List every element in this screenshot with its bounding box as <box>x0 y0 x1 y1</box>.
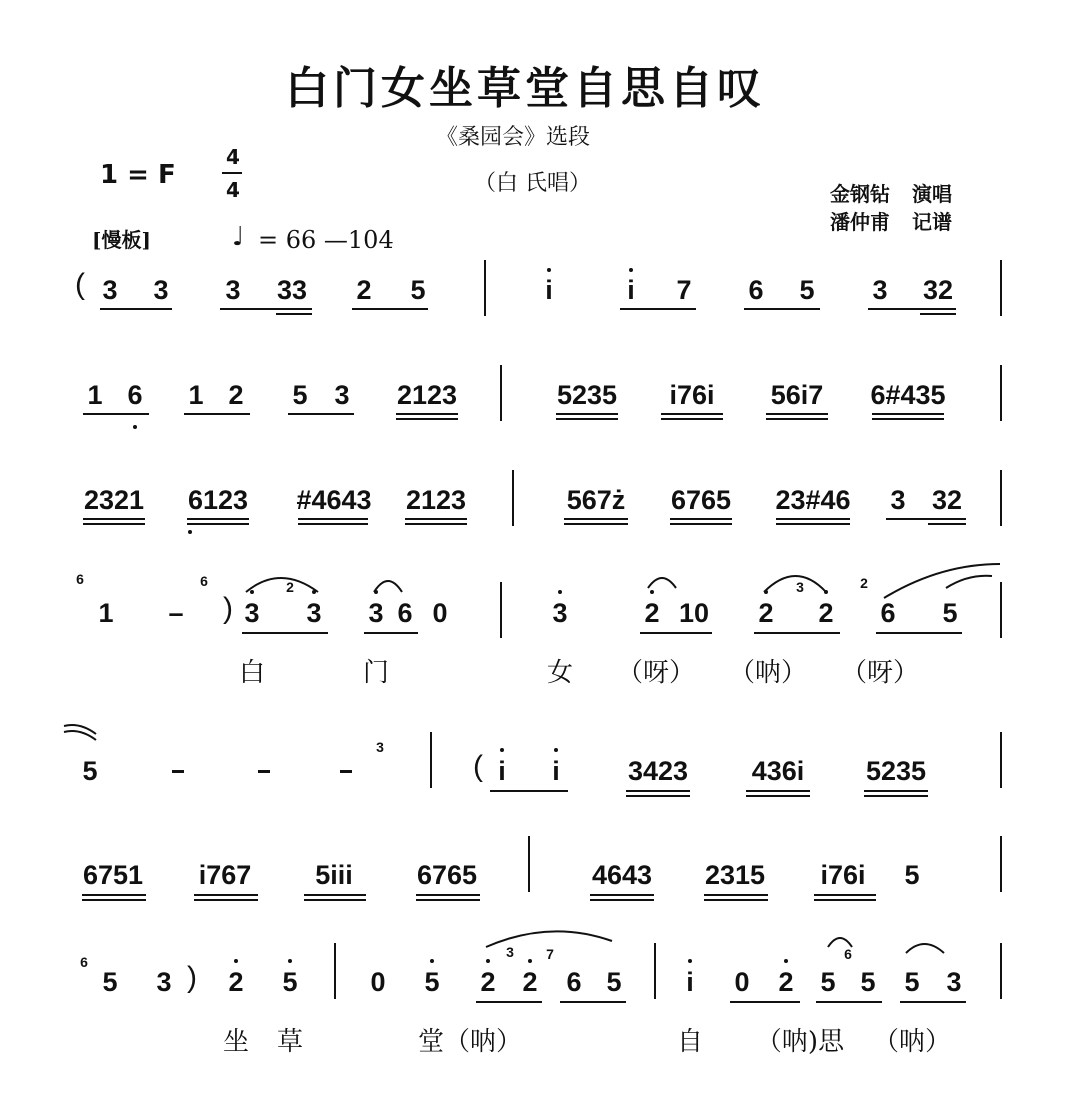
note: 32 <box>931 485 963 515</box>
beam <box>405 518 467 520</box>
beam <box>298 518 368 520</box>
grace-note: 6 <box>76 571 84 587</box>
octave-dot <box>629 268 633 272</box>
note: 2123 <box>405 485 467 515</box>
lyric: 白 <box>238 658 266 688</box>
high-octave-dot <box>528 959 532 963</box>
beam <box>184 413 250 415</box>
note: 2 <box>480 967 496 997</box>
grace-note: 2 <box>860 575 868 591</box>
beam <box>100 308 172 310</box>
transcriber-name: 潘仲甫 <box>830 210 890 234</box>
beam <box>776 523 850 525</box>
beam <box>187 518 249 520</box>
note: 5 <box>820 967 836 997</box>
score-line-1 <box>0 260 1072 370</box>
note: 4643 <box>591 860 653 890</box>
note: i <box>545 275 553 305</box>
score-line-4 <box>0 570 1072 688</box>
score-line-3 <box>0 470 1072 580</box>
grace-note: 3 <box>506 944 514 960</box>
barline <box>654 943 656 999</box>
dash <box>258 770 270 773</box>
note: 436i <box>751 756 805 786</box>
song-title: 白门女坐草堂自思自叹 <box>285 63 765 114</box>
beam <box>490 790 568 792</box>
beam <box>814 899 876 901</box>
barline <box>500 365 502 421</box>
beam <box>640 632 712 634</box>
octave-dot <box>547 268 551 272</box>
note: 1 <box>87 380 103 410</box>
note: i <box>686 967 694 997</box>
note: 2 <box>644 598 660 628</box>
note: 10 <box>678 598 710 628</box>
note: 3 <box>946 967 962 997</box>
lyric: （呐） <box>872 1027 952 1057</box>
note: 2 <box>228 380 244 410</box>
beam <box>298 523 368 525</box>
beam <box>766 413 828 415</box>
barline <box>528 836 530 892</box>
beam <box>886 518 966 520</box>
beam <box>626 790 690 792</box>
grace-note: 3 <box>796 579 804 595</box>
note: 1 <box>98 598 114 628</box>
note: i <box>627 275 635 305</box>
note: 3 <box>244 598 260 628</box>
note: i <box>498 756 506 786</box>
beam <box>868 308 956 310</box>
note: 0 <box>370 967 386 997</box>
note: 7 <box>676 275 692 305</box>
lyric: （呀） <box>840 658 920 688</box>
note: 5 <box>904 860 920 890</box>
high-octave-dot <box>234 959 238 963</box>
dash <box>340 770 352 773</box>
beam <box>590 894 654 896</box>
note: 5235 <box>556 380 618 410</box>
opening-paren: ( <box>75 268 85 301</box>
note: 5235 <box>865 756 927 786</box>
note: 5 <box>282 967 298 997</box>
opening-paren: ( <box>473 750 483 783</box>
note: 1 <box>188 380 204 410</box>
note: i767 <box>198 860 252 890</box>
beam <box>670 518 732 520</box>
beam <box>82 899 146 901</box>
note: 5iii <box>315 860 353 890</box>
lyric: 草 <box>276 1027 304 1057</box>
note: 5 <box>424 967 440 997</box>
beam <box>766 418 828 420</box>
note: 5 <box>82 756 98 786</box>
note: 6 <box>880 598 896 628</box>
note: 5 <box>799 275 815 305</box>
note: 2 <box>356 275 372 305</box>
high-octave-dot <box>688 959 692 963</box>
performer-name: 金钢钻 <box>830 182 890 206</box>
beam <box>194 894 258 896</box>
beam <box>364 632 418 634</box>
beam <box>276 313 312 315</box>
high-octave-dot <box>558 590 562 594</box>
note: 3 <box>872 275 888 305</box>
note: 6123 <box>187 485 249 515</box>
note: 5 <box>606 967 622 997</box>
note: 2315 <box>704 860 766 890</box>
tempo-value: = 66 —104 <box>258 226 394 254</box>
beam <box>754 632 840 634</box>
high-octave-dot <box>824 590 828 594</box>
beam <box>661 413 723 415</box>
score-line-2 <box>0 365 1072 475</box>
singer-role: （白 氏唱） <box>474 171 591 196</box>
note: 32 <box>922 275 954 305</box>
note: 6765 <box>670 485 732 515</box>
lyric: （呀） <box>616 658 696 688</box>
note: 3 <box>156 967 172 997</box>
note: 5 <box>904 967 920 997</box>
beam <box>396 418 458 420</box>
low-octave-dot <box>133 425 137 429</box>
beam <box>83 413 149 415</box>
beam <box>900 1001 966 1003</box>
beam <box>220 308 312 310</box>
dash <box>172 770 184 773</box>
beam <box>730 1001 800 1003</box>
note: 6 <box>748 275 764 305</box>
grace-note: 6 <box>80 954 88 970</box>
score-line-7 <box>0 925 1072 1057</box>
barline <box>1000 732 1002 788</box>
note: 0 <box>432 598 448 628</box>
note: 3 <box>153 275 169 305</box>
barline <box>1000 365 1002 421</box>
note: 2 <box>818 598 834 628</box>
beam <box>556 413 618 415</box>
score-line-6 <box>0 830 1072 940</box>
note: i <box>552 756 560 786</box>
note: i76i <box>820 860 866 890</box>
beam <box>876 632 962 634</box>
note: 6751 <box>82 860 144 890</box>
beam <box>704 899 768 901</box>
note: 3 <box>306 598 322 628</box>
beam <box>560 1001 626 1003</box>
note: 3 <box>102 275 118 305</box>
high-octave-dot <box>764 590 768 594</box>
beam <box>620 308 696 310</box>
note: 5 <box>860 967 876 997</box>
note: 0 <box>734 967 750 997</box>
barline <box>512 470 514 526</box>
note: 5 <box>942 598 958 628</box>
note: 56i7 <box>770 380 824 410</box>
note: 2123 <box>396 380 458 410</box>
beam <box>416 899 480 901</box>
barline <box>334 943 336 999</box>
grace-note: 6 <box>200 573 208 589</box>
beam <box>242 632 328 634</box>
barline <box>1000 260 1002 316</box>
barline <box>500 582 502 638</box>
beam <box>590 899 654 901</box>
grace-note: 7 <box>546 946 554 962</box>
barline <box>1000 582 1002 638</box>
lyric: （呐） <box>728 658 808 688</box>
note: 6 <box>127 380 143 410</box>
note: 5 <box>102 967 118 997</box>
beam <box>776 518 850 520</box>
barline <box>484 260 486 316</box>
note: 3 <box>552 598 568 628</box>
beam <box>872 413 944 415</box>
note: 2321 <box>83 485 145 515</box>
barline <box>1000 943 1002 999</box>
opera-subtitle: 《桑园会》选段 <box>436 125 591 150</box>
beam <box>744 308 820 310</box>
beam <box>661 418 723 420</box>
high-octave-dot <box>312 590 316 594</box>
high-octave-dot <box>288 959 292 963</box>
note: #4643 <box>296 485 372 515</box>
barline <box>1000 470 1002 526</box>
note: 6 <box>566 967 582 997</box>
note: 3 <box>225 275 241 305</box>
beam <box>564 523 628 525</box>
note: 23#46 <box>775 485 851 515</box>
high-octave-dot <box>784 959 788 963</box>
beam <box>396 413 458 415</box>
lyric: （呐)思 <box>755 1027 845 1057</box>
beam <box>405 523 467 525</box>
lyric: 自 <box>676 1027 704 1057</box>
beam <box>556 418 618 420</box>
tempo-mark: [慢板] <box>92 228 151 252</box>
barline <box>430 732 432 788</box>
beam <box>352 308 428 310</box>
note: 2 <box>778 967 794 997</box>
note: 2 <box>522 967 538 997</box>
beam <box>746 790 810 792</box>
note: – <box>168 598 184 628</box>
time-signature-bar <box>222 172 242 174</box>
beam <box>187 523 249 525</box>
half-note-symbol: ♩ <box>232 222 245 252</box>
note: 33 <box>276 275 308 305</box>
credit-performer <box>830 178 952 207</box>
closing-paren: ) <box>187 961 197 994</box>
beam <box>304 894 366 896</box>
beam <box>816 1001 882 1003</box>
time-signature-bottom: 4 <box>226 178 240 202</box>
performer-role: 演唱 <box>912 182 952 206</box>
beam <box>476 1001 542 1003</box>
beam <box>83 523 145 525</box>
beam <box>864 790 928 792</box>
beam <box>814 894 876 896</box>
beam <box>82 894 146 896</box>
note: 3 <box>368 598 384 628</box>
beam <box>872 418 944 420</box>
beam <box>920 313 956 315</box>
time-signature-top: 4 <box>226 145 240 169</box>
lyric: 坐 <box>222 1027 250 1057</box>
high-octave-dot <box>486 959 490 963</box>
high-octave-dot <box>374 590 378 594</box>
grace-note: 6 <box>844 946 852 962</box>
barline <box>1000 836 1002 892</box>
transcriber-role: 记谱 <box>912 210 952 234</box>
high-octave-dot <box>554 748 558 752</box>
lyric: 门 <box>362 658 390 688</box>
high-octave-dot <box>500 748 504 752</box>
beam <box>83 518 145 520</box>
beam <box>194 899 258 901</box>
beam <box>304 899 366 901</box>
note: 3 <box>890 485 906 515</box>
grace-note: 2 <box>286 579 294 595</box>
note: 6#435 <box>870 380 946 410</box>
beam <box>746 795 810 797</box>
beam <box>864 795 928 797</box>
lyric: 女 <box>546 658 574 688</box>
lyric: 堂（呐） <box>417 1027 523 1057</box>
note: 3423 <box>627 756 689 786</box>
grace-note: 3 <box>376 739 384 755</box>
note: 2 <box>228 967 244 997</box>
credit-transcriber <box>830 206 952 235</box>
low-octave-dot <box>188 530 192 534</box>
note: 5 <box>410 275 426 305</box>
note: 567ż <box>566 485 626 515</box>
high-octave-dot <box>250 590 254 594</box>
beam <box>416 894 480 896</box>
score-line-5 <box>0 720 1072 830</box>
beam <box>704 894 768 896</box>
beam <box>564 518 628 520</box>
beam <box>288 413 354 415</box>
beam <box>928 523 966 525</box>
beam <box>626 795 690 797</box>
note: 3 <box>334 380 350 410</box>
note: 5 <box>292 380 308 410</box>
high-octave-dot <box>650 590 654 594</box>
high-octave-dot <box>430 959 434 963</box>
closing-paren: ) <box>223 592 233 625</box>
key-signature: 1 = F <box>100 160 176 190</box>
note: i76i <box>669 380 715 410</box>
note: 6765 <box>416 860 478 890</box>
note: 6 <box>397 598 413 628</box>
note: 2 <box>758 598 774 628</box>
beam <box>670 523 732 525</box>
